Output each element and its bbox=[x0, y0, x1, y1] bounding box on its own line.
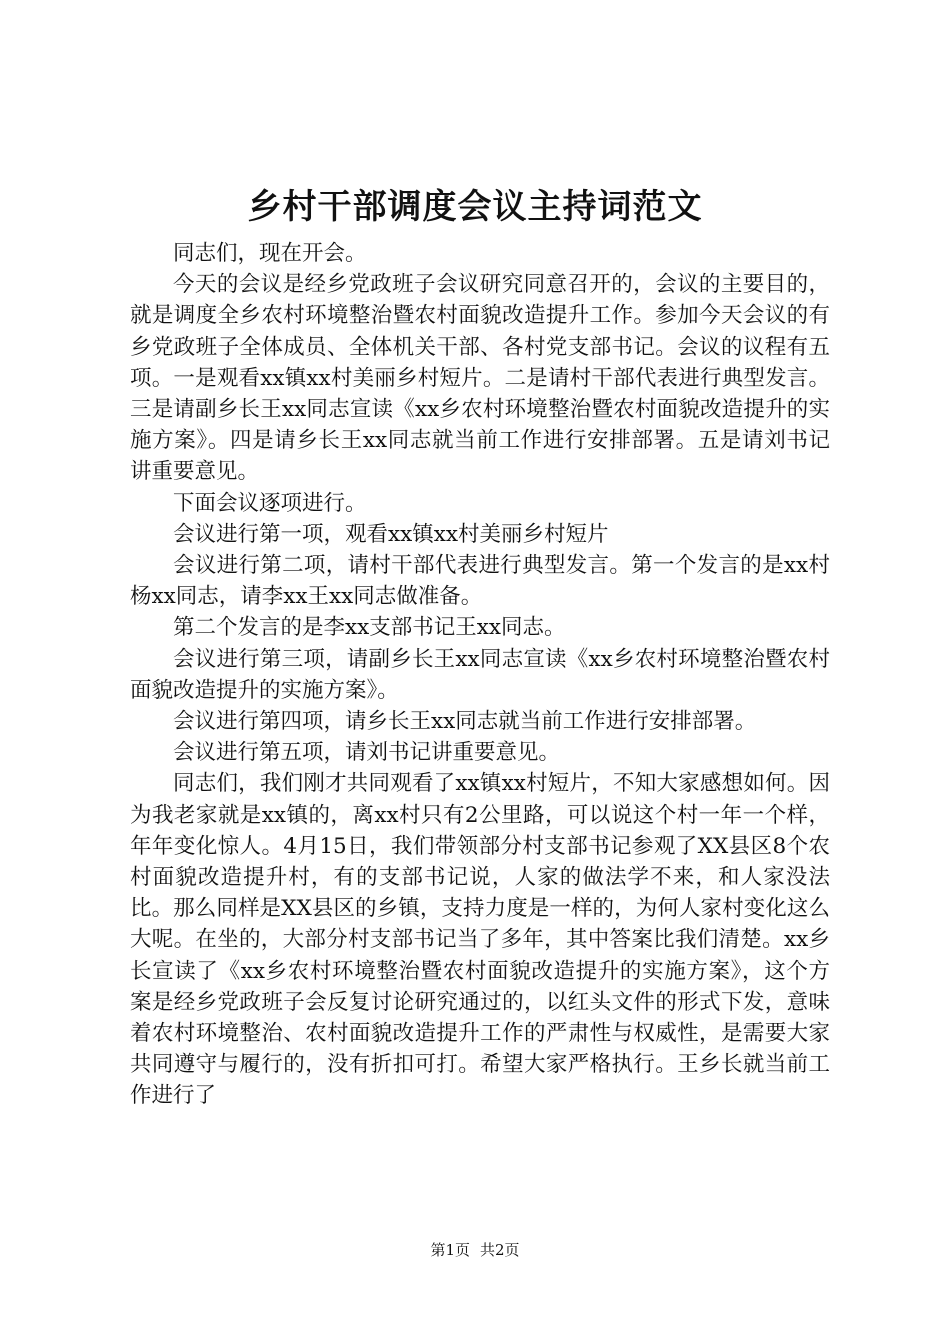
document-body bbox=[130, 238, 830, 1112]
paragraph-speech: 同志们，我们刚才共同观看了xx镇xx村短片，不知大家感想如何。因为我老家就是xx镇的，离xx村只有2公里路，可以说这个村一年一个样，年年变化惊人。4月15日，我们带领部分村支部书记参观了XX县区8个农村面貌改造提升村，有的支部书记说，人家的做法学不来，和人家没法比。那么同样是XX县区的乡镇，支持力度是一样的，为何人家村变化这么大呢。在坐的，大部分村支部书记当了多年，其中答案比我们清楚。xx乡长宣读了《xx乡农村环境整治暨农村面貌改造提升的实施方案》，这个方案是经乡党政班子会反复讨论研究通过的，以红头文件的形式下发，意味着农村环境整治、农村面貌改造提升工作的严肃性与权威性，是需要大家共同遵守与履行的，没有折扣可打。希望大家严格执行。王乡长就当前工作进行了 bbox=[130, 771, 830, 1109]
page-total: 共2页 bbox=[480, 1241, 520, 1259]
paragraph-item-five: 会议进行第五项，请刘书记讲重要意见。 bbox=[173, 740, 561, 766]
page-number: 第1页 bbox=[430, 1241, 470, 1259]
page-footer bbox=[0, 1238, 950, 1262]
paragraph-opening: 同志们，现在开会。 bbox=[173, 241, 367, 266]
paragraph-proceed: 下面会议逐项进行。 bbox=[173, 490, 367, 516]
paragraph-item-four: 会议进行第四项，请乡长王xx同志就当前工作进行安排部署。 bbox=[173, 709, 757, 735]
paragraph-second-speaker: 第二个发言的是李xx支部书记王xx同志。 bbox=[173, 615, 566, 641]
paragraph-agenda: 今天的会议是经乡党政班子会议研究同意召开的，会议的主要目的，就是调度全乡农村环境整治暨农村面貌改造提升工作。参加今天会议的有乡党政班子全体成员、全体机关干部、各村党支部书记。会议的议程有五项。一是观看xx镇xx村美丽乡村短片。二是请村干部代表进行典型发言。三是请副乡长王xx同志宣读《xx乡农村环境整治暨农村面貌改造提升的实施方案》。四是请乡长王xx同志就当前工作进行安排部署。五是请刘书记讲重要意见。 bbox=[130, 272, 830, 485]
document-title: 乡村干部调度会议主持词范文 bbox=[247, 187, 703, 227]
paragraph-item-one: 会议进行第一项，观看xx镇xx村美丽乡村短片 bbox=[173, 521, 609, 547]
paragraph-item-two: 会议进行第二项，请村干部代表进行典型发言。第一个发言的是xx村杨xx同志，请李xx王xx同志做准备。 bbox=[130, 553, 830, 610]
paragraph-item-three: 会议进行第三项，请副乡长王xx同志宣读《xx乡农村环境整治暨农村面貌改造提升的实施方案》。 bbox=[130, 646, 830, 703]
